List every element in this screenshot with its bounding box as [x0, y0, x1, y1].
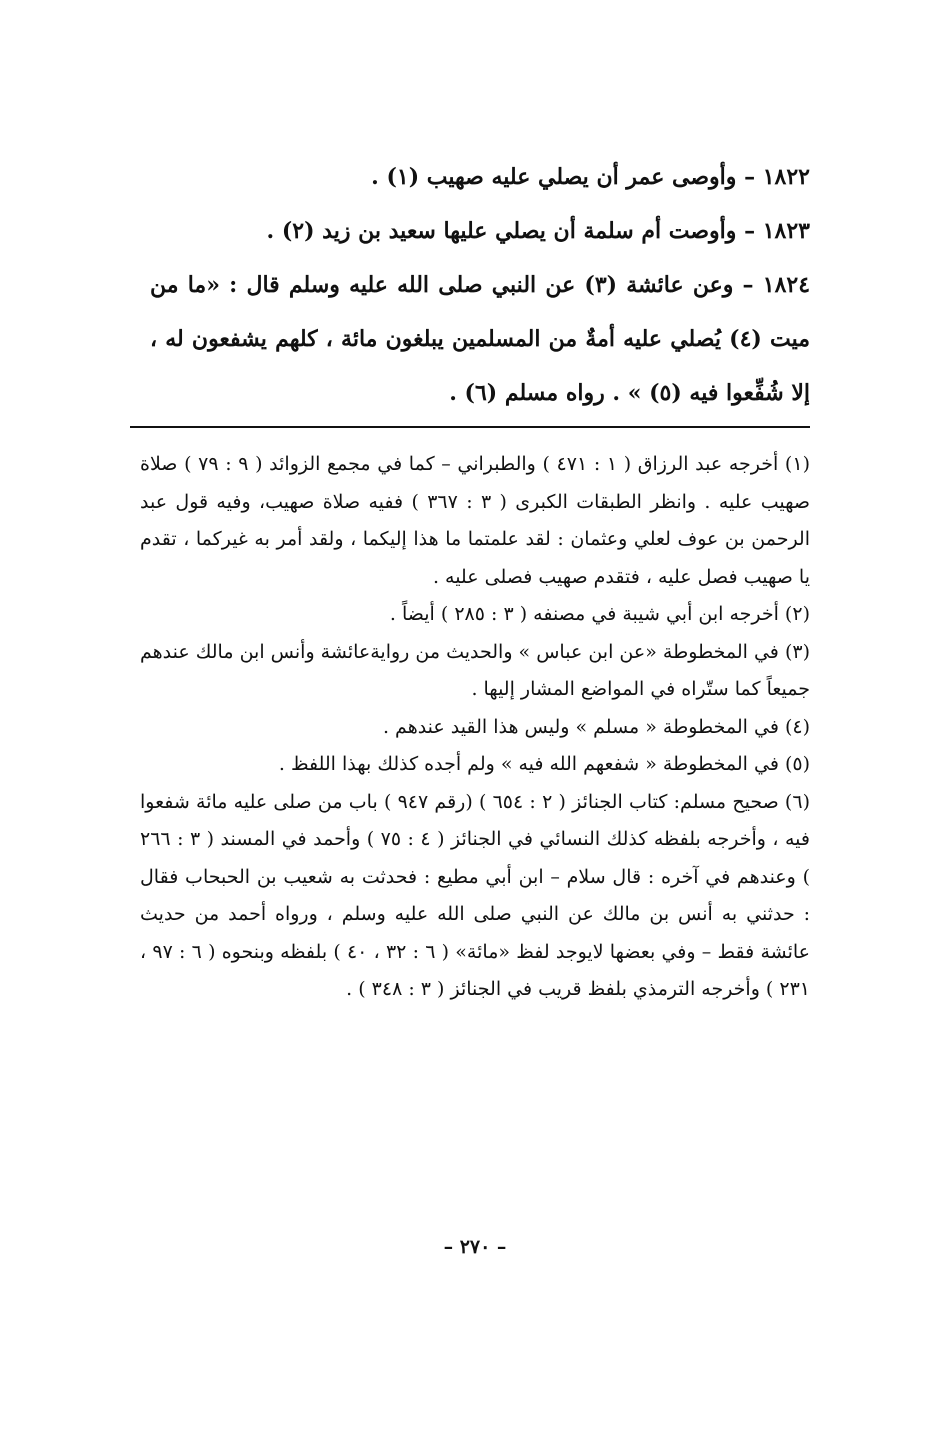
hadith-1823: ١٨٢٣ – وأوصت أم سلمة أن يصلي عليها سعيد بن زيد (٢) .	[266, 218, 810, 244]
footnote-separator	[130, 426, 810, 428]
footnote-3: (٣) في المخطوطة «عن ابن عباس » والحديث من روايةعائشة وأنس ابن مالك عندهم جميعاً كما ستّراه في المواضع المشار إليها .	[140, 640, 810, 700]
footnote-2: (٢) أخرجه ابن أبي شيبة في مصنفه ( ٣ : ٢٨٥ ) أيضاً .	[389, 603, 810, 625]
hadith-1824: ١٨٢٤ – وعن عائشة (٣) عن النبي صلى الله عليه وسلم قال : «ما من ميت (٤) يُصلي عليه أمةٌ من المسلمين يبلغون مائة ، كلهم يشفعون له ، إلا شُفِّعوا فيه (٥) » . رواه مسلم (٦) .	[150, 272, 811, 406]
hadith-1822: ١٨٢٢ – وأوصى عمر أن يصلي عليه صهيب (١) .	[371, 164, 810, 190]
footnote-4: (٤) في المخطوطة « مسلم » وليس هذا القيد عندهم .	[382, 715, 810, 738]
footnote-1: (١) أخرجه عبد الرزاق ( ١ : ٤٧١ ) والطبراني – كما في مجمع الزوائد ( ٩ : ٧٩ ) صلاة صهيب عليه . وانظر الطبقات الكبرى ( ٣ : ٣٦٧ ) ففيه صلاة صهيب، وفيه قول عبد الرحمن بن عوف لعلي وعثمان : لقد علمتما ما هذا إليكما ، ولقد أمر به غيركما ، تقدم يا صهيب فصل عليه ، فتقدم صهيب فصلى عليه .	[140, 453, 810, 588]
footnotes	[140, 446, 810, 1009]
footnote-6: (٦) صحيح مسلم: كتاب الجنائز ( ٢ : ٦٥٤ ) (رقم ٩٤٧ ) باب من صلى عليه مائة شفعوا فيه ، وأخرجه بلفظه كذلك النسائي في الجنائز ( ٤ : ٧٥ ) وأحمد في المسند ( ٣ : ٢٦٦ ) وعندهم في آخره : قال سلام – ابن أبي مطيع : فحدثت به شعيب بن الحبحاب فقال : حدثني به أنس بن مالك عن النبي صلى الله عليه وسلم ، ورواه أحمد من حديث عائشة فقط – وفي بعضها لايوجد لفظ «مائة» ( ٦ : ٣٢ ، ٤٠ ) بلفظه وبنحوه ( ٦ : ٩٧ ، ٢٣١ ) وأخرجه الترمذي بلفظ قريب في الجنائز ( ٣ : ٣٤٨ ) .	[140, 790, 810, 1000]
footnote-5: (٥) في المخطوطة « شفعهم الله فيه » ولم أجده كذلك بهذا اللفظ .	[278, 753, 810, 775]
main-text	[150, 150, 810, 420]
page-number: – ٢٧٠ –	[443, 1236, 507, 1258]
